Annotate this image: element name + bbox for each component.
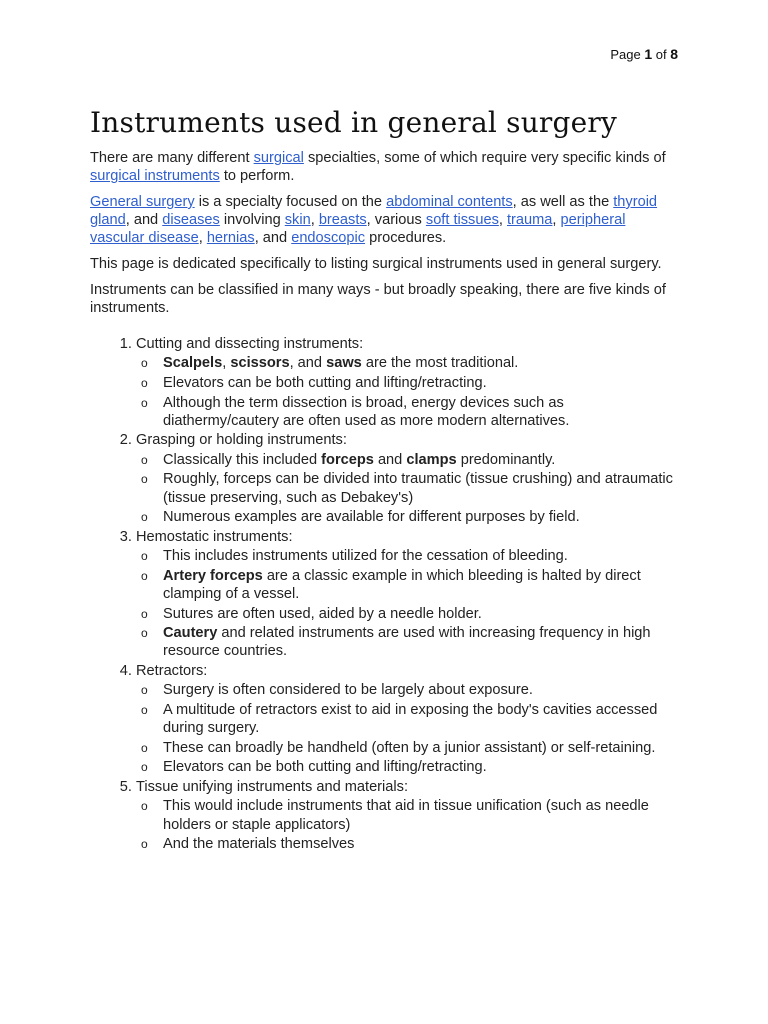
- page-label: Page: [610, 47, 641, 62]
- list-item: [163, 354, 682, 372]
- list-item: o A multitude of retractors exist to aid in exposing the body's cavities accessed during surgery.: [163, 701, 682, 737]
- text: and related instruments are used with increasing frequency in high resource countries.: [163, 625, 651, 660]
- list-item: [163, 624, 682, 660]
- bold-text: saws: [326, 355, 362, 372]
- list-item: o Numerous examples are available for different purposes by field.: [163, 508, 682, 526]
- list-item: [136, 431, 682, 526]
- category-heading: Retractors:: [136, 662, 208, 679]
- category-heading: Cutting and dissecting instruments:: [136, 336, 364, 352]
- sub-list: [136, 547, 682, 660]
- link-diseases[interactable]: diseases: [162, 212, 220, 228]
- category-heading: Grasping or holding instruments:: [136, 432, 347, 449]
- text: are a classic example in which bleeding is halted by direct clamping of a vessel.: [163, 567, 641, 602]
- page-of-label: of: [655, 47, 667, 62]
- list-item: o Surgery is often considered to be largely about exposure.: [163, 681, 682, 699]
- text: , and: [289, 355, 327, 372]
- page-title: Instruments used in general surgery: [90, 106, 618, 139]
- list-item: o Roughly, forceps can be divided into traumatic (tissue crushing) and atraumatic (tissue preserving, such as Debakey's): [163, 470, 682, 506]
- link-abdominal-contents[interactable]: abdominal contents: [386, 194, 513, 210]
- total-page-number: 8: [670, 46, 678, 62]
- bold-text: Artery forceps: [163, 567, 263, 584]
- sub-list: [136, 451, 682, 527]
- link-skin[interactable]: skin: [284, 212, 311, 228]
- link-trauma[interactable]: trauma: [507, 212, 553, 228]
- text: There are many different: [90, 150, 254, 166]
- link-thyroid-gland[interactable]: thyroid gland: [90, 194, 658, 228]
- text: involving: [219, 212, 285, 228]
- link-endoscopic[interactable]: endoscopic: [291, 230, 366, 246]
- list-item: o These can broadly be handheld (often by a junior assistant) or self-retaining.: [163, 739, 682, 757]
- list-item: [136, 662, 682, 777]
- link-surgical-instruments[interactable]: surgical instruments: [90, 168, 220, 184]
- bold-text: clamps: [406, 451, 457, 468]
- text: , as well as the: [512, 194, 614, 210]
- text: is a specialty focused on the: [194, 194, 387, 210]
- bold-text: forceps: [321, 451, 374, 468]
- list-item: [136, 528, 682, 661]
- link-surgical[interactable]: surgical: [253, 150, 304, 166]
- category-heading: Hemostatic instruments:: [136, 528, 293, 545]
- list-item: o Although the term dissection is broad, energy devices such as diathermy/cautery are often used as more modern alternatives.: [163, 394, 682, 430]
- sub-list: [136, 797, 682, 853]
- bold-text: scissors: [230, 355, 290, 372]
- text: specialties, some of which require very specific kinds of: [303, 150, 666, 166]
- bold-text: Scalpels: [163, 355, 223, 372]
- text: ,: [310, 212, 319, 228]
- list-item: o This would include instruments that aid in tissue unification (such as needle holders or staple applicators): [163, 797, 682, 833]
- category-heading: Tissue unifying instruments and materials:: [136, 778, 408, 795]
- document-body: [90, 149, 682, 855]
- text: , and: [254, 230, 292, 246]
- text: to perform.: [219, 168, 295, 184]
- sub-list: [136, 681, 682, 776]
- text: predominantly.: [456, 451, 556, 468]
- list-item: [136, 778, 682, 853]
- list-item: o And the materials themselves: [163, 835, 682, 853]
- text: procedures.: [365, 230, 447, 246]
- intro-paragraph: [90, 149, 682, 185]
- text: Classically this included: [163, 451, 322, 468]
- text: , and: [125, 212, 163, 228]
- link-general-surgery[interactable]: General surgery: [90, 194, 195, 210]
- list-item: o Elevators can be both cutting and lifting/retracting.: [163, 374, 682, 392]
- text: ,: [198, 230, 207, 246]
- dedication-paragraph: This page is dedicated specifically to listing surgical instruments used in general surgery.: [90, 256, 662, 272]
- link-hernias[interactable]: hernias: [206, 230, 255, 246]
- text: and: [373, 451, 407, 468]
- sub-list: [136, 354, 682, 430]
- page-indicator: [610, 46, 678, 62]
- list-item: [163, 451, 682, 469]
- bold-text: Cautery: [163, 625, 218, 642]
- text: , various: [366, 212, 426, 228]
- text: are the most traditional.: [361, 355, 519, 372]
- instrument-categories-list: [90, 335, 682, 853]
- text: ,: [498, 212, 507, 228]
- link-soft-tissues[interactable]: soft tissues: [425, 212, 499, 228]
- current-page-number: 1: [644, 46, 653, 62]
- link-breasts[interactable]: breasts: [318, 212, 367, 228]
- list-item: o This includes instruments utilized for the cessation of bleeding.: [163, 547, 682, 565]
- list-item: [163, 567, 682, 603]
- text: ,: [552, 212, 561, 228]
- list-item: o Sutures are often used, aided by a needle holder.: [163, 605, 682, 623]
- classification-paragraph: Instruments can be classified in many ways - but broadly speaking, there are five kinds of instruments.: [90, 282, 666, 316]
- list-item: [136, 335, 682, 430]
- link-peripheral-vascular-disease[interactable]: peripheral vascular disease: [90, 212, 626, 246]
- text: ,: [222, 355, 231, 372]
- general-surgery-paragraph: [90, 193, 682, 247]
- list-item: o Elevators can be both cutting and lifting/retracting.: [163, 758, 682, 776]
